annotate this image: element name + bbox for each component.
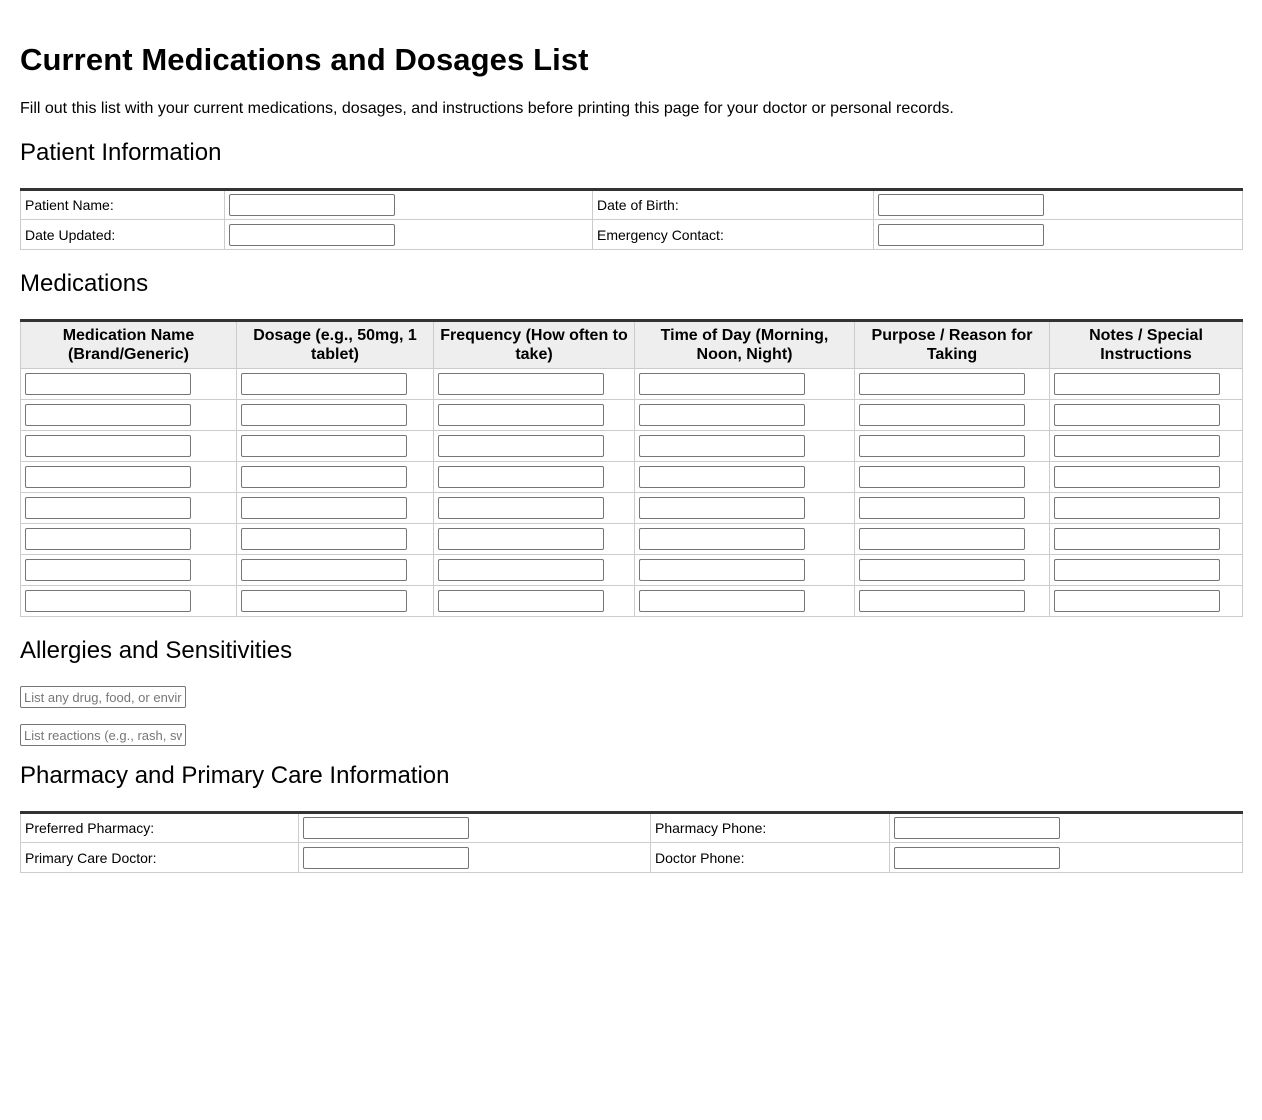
purpose-input[interactable] (859, 404, 1025, 426)
dosage-input[interactable] (241, 590, 407, 612)
dob-cell (874, 190, 1243, 220)
column-header-purpose: Purpose / Reason for Taking (855, 321, 1050, 369)
notes-input[interactable] (1054, 466, 1220, 488)
table-row (21, 220, 1243, 250)
doctor-phone-label: Doctor Phone: (651, 843, 890, 873)
table-row (21, 400, 1243, 431)
frequency-input[interactable] (438, 435, 604, 457)
medication-cell-frequency (434, 524, 635, 555)
time-of-day-input[interactable] (639, 590, 805, 612)
medication-cell-purpose (855, 400, 1050, 431)
preferred-pharmacy-label: Preferred Pharmacy: (21, 813, 299, 843)
time-of-day-input[interactable] (639, 404, 805, 426)
page-title: Current Medications and Dosages List (20, 42, 589, 77)
emergency-contact-label: Emergency Contact: (593, 220, 874, 250)
table-row (21, 555, 1243, 586)
medication-cell-purpose (855, 493, 1050, 524)
dosage-input[interactable] (241, 528, 407, 550)
notes-input[interactable] (1054, 559, 1220, 581)
pharmacy-phone-cell (890, 813, 1243, 843)
date-updated-input[interactable] (229, 224, 395, 246)
medication-cell-notes (1050, 586, 1243, 617)
medication-cell-frequency (434, 462, 635, 493)
medication-cell-time-of-day (635, 493, 855, 524)
time-of-day-input[interactable] (639, 559, 805, 581)
medication-cell-time-of-day (635, 524, 855, 555)
doctor-phone-cell (890, 843, 1243, 873)
dosage-input[interactable] (241, 559, 407, 581)
allergies-fields (20, 686, 1242, 746)
medication-cell-frequency (434, 431, 635, 462)
frequency-input[interactable] (438, 528, 604, 550)
emergency-contact-cell (874, 220, 1243, 250)
date-updated-label: Date Updated: (21, 220, 225, 250)
patient-name-cell (225, 190, 593, 220)
medication-cell-dosage (237, 400, 434, 431)
preferred-pharmacy-cell (299, 813, 651, 843)
notes-input[interactable] (1054, 435, 1220, 457)
medication-cell-purpose (855, 524, 1050, 555)
table-row (21, 493, 1243, 524)
table-row (21, 462, 1243, 493)
purpose-input[interactable] (859, 590, 1025, 612)
medication-cell-time-of-day (635, 369, 855, 400)
dosage-input[interactable] (241, 497, 407, 519)
dosage-input[interactable] (241, 435, 407, 457)
reactions-input[interactable] (20, 724, 186, 746)
medication-cell-time-of-day (635, 586, 855, 617)
notes-input[interactable] (1054, 528, 1220, 550)
purpose-input[interactable] (859, 435, 1025, 457)
medication-cell-notes (1050, 555, 1243, 586)
frequency-input[interactable] (438, 559, 604, 581)
medication-name-input[interactable] (25, 590, 191, 612)
medication-name-input[interactable] (25, 559, 191, 581)
notes-input[interactable] (1054, 373, 1220, 395)
emergency-contact-input[interactable] (878, 224, 1044, 246)
medication-cell-notes (1050, 524, 1243, 555)
allergens-input[interactable] (20, 686, 186, 708)
table-row (21, 431, 1243, 462)
notes-input[interactable] (1054, 590, 1220, 612)
purpose-input[interactable] (859, 559, 1025, 581)
medication-cell-dosage (237, 369, 434, 400)
medication-cell-dosage (237, 493, 434, 524)
frequency-input[interactable] (438, 466, 604, 488)
medication-cell-dosage (237, 586, 434, 617)
dosage-input[interactable] (241, 466, 407, 488)
medication-cell-purpose (855, 369, 1050, 400)
pharmacy-info-table (20, 811, 1243, 873)
date-updated-cell (225, 220, 593, 250)
medications-heading: Medications (20, 270, 149, 297)
medication-name-input[interactable] (25, 466, 191, 488)
time-of-day-input[interactable] (639, 528, 805, 550)
table-row (21, 524, 1243, 555)
medication-cell-frequency (434, 586, 635, 617)
medication-cell-frequency (434, 555, 635, 586)
column-header-frequency: Frequency (How often to take) (434, 321, 635, 369)
page-intro: Fill out this list with your current medications, dosages, and instructions before printing this page for your doctor or personal records. (20, 100, 954, 117)
medication-cell-dosage (237, 431, 434, 462)
medication-cell-frequency (434, 493, 635, 524)
medication-cell-medication-name (21, 400, 237, 431)
purpose-input[interactable] (859, 466, 1025, 488)
pharmacy-phone-label: Pharmacy Phone: (651, 813, 890, 843)
medications-table (20, 319, 1243, 617)
medication-cell-purpose (855, 462, 1050, 493)
medication-cell-purpose (855, 586, 1050, 617)
time-of-day-input[interactable] (639, 373, 805, 395)
medication-cell-time-of-day (635, 400, 855, 431)
table-row (21, 586, 1243, 617)
doctor-phone-input[interactable] (894, 847, 1060, 869)
notes-input[interactable] (1054, 497, 1220, 519)
pharmacy-phone-input[interactable] (894, 817, 1060, 839)
medication-name-input[interactable] (25, 528, 191, 550)
medication-cell-dosage (237, 555, 434, 586)
table-row (21, 369, 1243, 400)
table-row (21, 843, 1243, 873)
medication-cell-notes (1050, 369, 1243, 400)
medication-cell-medication-name (21, 524, 237, 555)
medication-cell-notes (1050, 493, 1243, 524)
medication-name-input[interactable] (25, 404, 191, 426)
medication-cell-time-of-day (635, 431, 855, 462)
medication-cell-purpose (855, 555, 1050, 586)
medication-name-input[interactable] (25, 373, 191, 395)
primary-care-doctor-input[interactable] (303, 847, 469, 869)
primary-care-doctor-label: Primary Care Doctor: (21, 843, 299, 873)
pharmacy-heading: Pharmacy and Primary Care Information (20, 762, 450, 789)
medication-cell-medication-name (21, 493, 237, 524)
medication-cell-time-of-day (635, 462, 855, 493)
medication-cell-frequency (434, 369, 635, 400)
patient-info-heading: Patient Information (20, 139, 222, 166)
purpose-input[interactable] (859, 497, 1025, 519)
medication-cell-medication-name (21, 555, 237, 586)
primary-care-doctor-cell (299, 843, 651, 873)
time-of-day-input[interactable] (639, 435, 805, 457)
time-of-day-input[interactable] (639, 466, 805, 488)
frequency-input[interactable] (438, 404, 604, 426)
dosage-input[interactable] (241, 373, 407, 395)
column-header-medication-name: Medication Name (Brand/Generic) (21, 321, 237, 369)
medication-name-input[interactable] (25, 497, 191, 519)
column-header-dosage: Dosage (e.g., 50mg, 1 tablet) (237, 321, 434, 369)
preferred-pharmacy-input[interactable] (303, 817, 469, 839)
table-row (21, 813, 1243, 843)
time-of-day-input[interactable] (639, 497, 805, 519)
medication-cell-frequency (434, 400, 635, 431)
medication-cell-medication-name (21, 369, 237, 400)
table-row (21, 190, 1243, 220)
medication-cell-medication-name (21, 462, 237, 493)
medication-cell-dosage (237, 524, 434, 555)
frequency-input[interactable] (438, 497, 604, 519)
medication-cell-purpose (855, 431, 1050, 462)
patient-name-label: Patient Name: (21, 190, 225, 220)
medication-cell-time-of-day (635, 555, 855, 586)
frequency-input[interactable] (438, 373, 604, 395)
allergies-heading: Allergies and Sensitivities (20, 637, 293, 664)
medication-cell-dosage (237, 462, 434, 493)
medication-name-input[interactable] (25, 435, 191, 457)
medication-cell-notes (1050, 462, 1243, 493)
frequency-input[interactable] (438, 590, 604, 612)
patient-info-table (20, 188, 1243, 250)
notes-input[interactable] (1054, 404, 1220, 426)
dosage-input[interactable] (241, 404, 407, 426)
dob-input[interactable] (878, 194, 1044, 216)
medications-body (21, 369, 1243, 617)
purpose-input[interactable] (859, 528, 1025, 550)
purpose-input[interactable] (859, 373, 1025, 395)
column-header-notes: Notes / Special Instructions (1050, 321, 1243, 369)
column-header-time-of-day: Time of Day (Morning, Noon, Night) (635, 321, 855, 369)
patient-name-input[interactable] (229, 194, 395, 216)
medication-cell-medication-name (21, 431, 237, 462)
medication-cell-notes (1050, 400, 1243, 431)
medications-header-row (21, 321, 1243, 369)
medication-cell-notes (1050, 431, 1243, 462)
dob-label: Date of Birth: (593, 190, 874, 220)
medication-cell-medication-name (21, 586, 237, 617)
